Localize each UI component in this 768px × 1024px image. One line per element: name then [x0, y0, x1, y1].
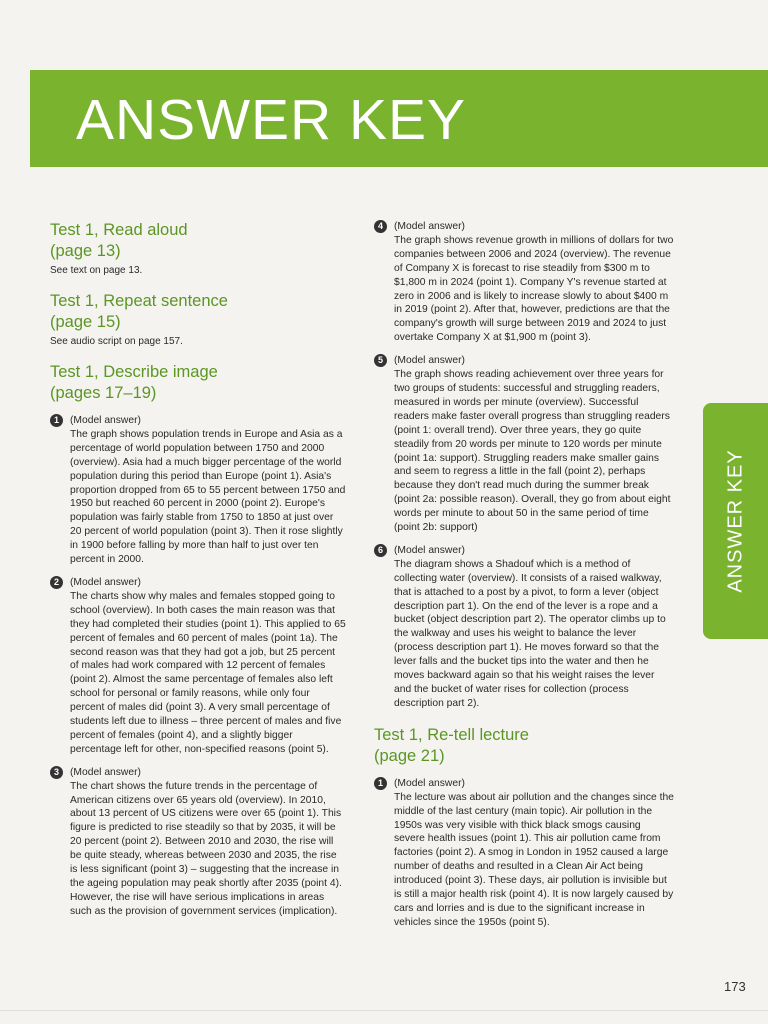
- item-text: The charts show why males and females stopped going to school (overview). In both cases the main reason was that they had completed their studies (point 1). This applied to 65 percent of females and 60 percent of males (point 1a). The second reason was that they had got a job, but 25 percent of males had work compared with 12 percent of females (point 2). Almost the same percentage of females also left school for personal or family reasons, while only four percent of males did (point 3). A very small percentage of students left due to illness – three percent of males and five percent of females (point 4), and a slightly bigger percentage left for other, non-specified reasons (point 5).: [70, 590, 346, 755]
- item-number-badge: 4: [374, 220, 387, 233]
- section-repeat-sentence: [50, 291, 346, 348]
- section-heading-line1: Test 1, Re-tell lecture: [374, 725, 529, 744]
- item-label: (Model answer): [394, 355, 465, 367]
- item-text: The chart shows the future trends in the percentage of American citizens over 65 years old (overview). In 2010, about 13 percent of US citizens were over 65 (point 1). This figure is predicted to rise steadily so that by 2035, it will be 20 percent (point 2). Between 2010 and 2030, the rise will be quite steady, whereas between 2030 and 2035, the rise is less significant (point 3) – suggesting that the increase in the ageing population may peak shortly after 2035 (point 4). However, the rise will have serious implications in areas such as the provision of government services (implication).: [70, 780, 342, 917]
- item-label: (Model answer): [70, 415, 141, 426]
- item-text: The graph shows reading achievement over three years for two groups of students: successful and struggling readers, measured in words per minute (overview). Successful readers make faster overall progress than struggling readers (point 1: overall trend). Over three years, they go quite steadily from 20 words per minute to 120 words per minute (point 1a: support). Struggling readers make smaller gains and seem to regress a little in the fall (point 2), perhaps because they don't read much during the summer break (point 2a: possible reason). Overall, they go from about eight words per minute to about 50 in the same period of time (point 2b: support): [394, 369, 671, 534]
- right-column: [374, 220, 674, 944]
- side-tab-label: ANSWER KEY: [724, 449, 746, 593]
- section-heading: [374, 725, 674, 767]
- section-heading-line1: Test 1, Repeat sentence: [50, 292, 228, 310]
- page-number: 173: [724, 979, 746, 994]
- item-number-badge: 1: [50, 414, 63, 427]
- item-label: (Model answer): [394, 221, 465, 232]
- answer-item: [374, 544, 674, 711]
- section-heading: [50, 291, 346, 333]
- item-label: (Model answer): [70, 576, 141, 588]
- page-title: ANSWER KEY: [76, 88, 467, 152]
- item-number-badge: 6: [374, 544, 387, 557]
- answer-item: [374, 777, 674, 930]
- item-number-badge: 3: [50, 766, 63, 779]
- left-column: [50, 220, 346, 932]
- item-text: The graph shows population trends in Europe and Asia as a percentage of world population between 1750 and 2000 (overview). Asia had a much bigger percentage of the world population during this period than Europe (point 1). Asia's proportion dropped from 65 to 55 percent between 1750 and 1950 but reached 60 percent in 2000 (point 2). Europe's population was fairly stable from 1750 to 1850 at just over 20 percent of world population (point 3). Then it rose slightly in 1900 before falling by more than half to just over ten percent in 2000.: [70, 428, 346, 566]
- section-side-tab: [703, 403, 768, 639]
- item-number-badge: 5: [374, 354, 387, 367]
- section-note: See audio script on page 157.: [50, 336, 183, 347]
- section-heading-line2: (page 13): [50, 242, 121, 260]
- item-text: The diagram shows a Shadouf which is a method of collecting water (overview). It consists of a raised walkway, that is attached to a post by a pivot, to form a lever (object description part 1). On the end of the lever is a rope and a bucket (object description part 2). The operator climbs up to the walkway and uses his weight to balance the lever (process description part 1). He moves forward so that the lever falls and the bucket tips into the water and then he moves backward again so that his weight raises the lever and the bucket of water rises for collection (process description part 2).: [394, 558, 666, 709]
- item-label: (Model answer): [394, 544, 465, 556]
- section-heading-line1: Test 1, Read aloud: [50, 221, 188, 239]
- bottom-divider: [0, 1010, 768, 1011]
- item-text: The lecture was about air pollution and the changes since the middle of the last century (main topic). Air pollution in the 1950s was very visible with thick black smogs causing severe health issues (point 1). This air pollution came from factories (point 2). A smog in London in 1952 caused a large number of deaths and resulted in a Clean Air Act being introduced (point 3). These days, air pollution is invisible but is still a major health risk (point 4). It is now largely caused by cars and lorries and is due to the significant increase in vehicles since the 1950s (point 5).: [394, 791, 674, 928]
- section-heading-line2: (page 21): [374, 746, 445, 765]
- section-heading-line2: (page 15): [50, 313, 121, 331]
- answer-item: [374, 354, 674, 535]
- item-label: (Model answer): [394, 777, 465, 789]
- section-heading-line1: Test 1, Describe image: [50, 363, 218, 381]
- answer-item: [50, 576, 346, 757]
- answer-item: [374, 220, 674, 345]
- section-heading-line2: (pages 17–19): [50, 384, 157, 402]
- section-retell-lecture: [374, 725, 674, 930]
- section-heading: [50, 220, 346, 262]
- title-banner: [30, 70, 768, 167]
- section-read-aloud: [50, 220, 346, 277]
- section-heading: [50, 362, 346, 404]
- section-note: See text on page 13.: [50, 265, 143, 276]
- answer-item: [50, 414, 346, 567]
- answer-item: [50, 766, 346, 919]
- item-text: The graph shows revenue growth in millions of dollars for two companies between 2006 and 2024 (overview). The revenue of Company X is forecast to rise steadily from $300 m to $1,800 m in 2024 (point 1). Company Y's revenue started at zero in 2006 and is likely to increase slowly to about $400 m in 2019 (point 2). After that, however, predictions are that the company's growth will surge between 2019 and 2024 to just overtake Company X at $1,900 m (point 3).: [394, 234, 674, 344]
- item-label: (Model answer): [70, 766, 141, 778]
- item-number-badge: 1: [374, 777, 387, 790]
- item-number-badge: 2: [50, 576, 63, 589]
- section-describe-image: [50, 362, 346, 919]
